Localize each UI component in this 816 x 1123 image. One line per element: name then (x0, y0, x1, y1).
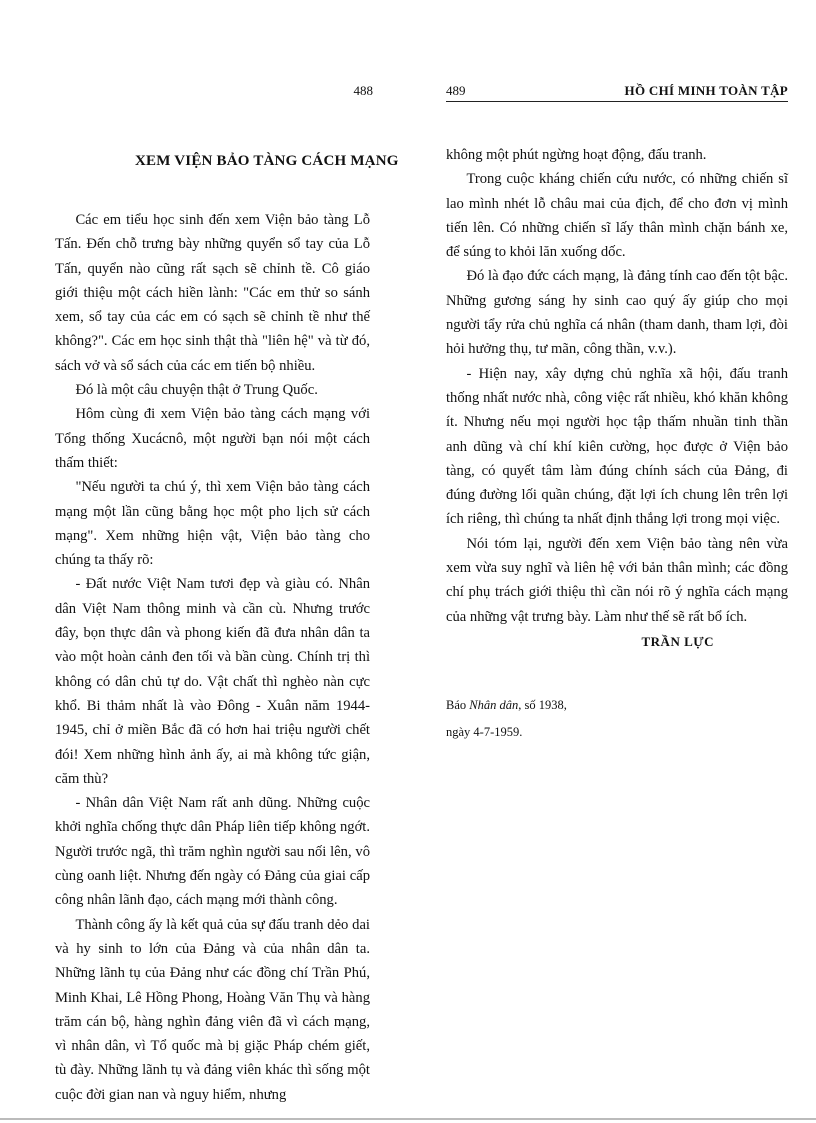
left-body-text (55, 208, 370, 1107)
source-date: ngày 4-7-1959. (446, 725, 523, 739)
paragraph: "Nếu người ta chú ý, thì xem Viện bảo tàng cách mạng một lần cũng bằng học một pho lịch sử cách mạng". Xem những hiện vật, Viện bảo tàng cho chúng ta thấy rõ: (55, 479, 370, 569)
paragraph: Đó là đạo đức cách mạng, là đảng tính cao đến tột bậc. Những gương sáng hy sinh cao quý ấy giúp cho mọi người tẩy rửa chủ nghĩa cá nhân (tham danh, tham lợi, đòi hỏi hưởng thụ, tư mãn, công thần, v.v.). (446, 268, 788, 358)
source-line: Báo Nhân dân, số 1938, (446, 698, 567, 712)
page-number-right: 489 (446, 83, 466, 98)
page-number-left: 488 (353, 83, 373, 98)
bottom-divider (0, 1118, 816, 1120)
paragraph: Đó là một câu chuyện thật ở Trung Quốc. (75, 382, 318, 399)
running-header (446, 83, 788, 102)
paragraph: - Đất nước Việt Nam tươi đẹp và giàu có. Nhân dân Việt Nam thông minh và cần cù. Nhưng trước đây, bọn thực dân và phong kiến đã đưa nhân dân ta vào một hoàn cảnh đen tối và bần cùng. Chính trị thì không có dân chủ tự do. Vật chất thì nghèo nàn cực khổ. Bi thảm nhất là vào Đông - Xuân năm 1944-1945, chỉ ở miền Bắc đã có hơn hai triệu người chết đói! Xem những hình ảnh ấy, ai mà không tức giận, căm thù? (55, 576, 370, 787)
running-head-title: HỒ CHÍ MINH TOÀN TẬP (624, 83, 788, 98)
continued-line: không một phút ngừng hoạt động, đấu tranh. (446, 147, 707, 163)
article-title: XEM VIỆN BẢO TÀNG CÁCH MẠNG (135, 153, 399, 169)
paragraph: Hôm cùng đi xem Viện bảo tàng cách mạng với Tổng thống Xucácnô, một người bạn nói một cách thấm thiết: (55, 406, 370, 471)
right-page (408, 0, 816, 1123)
source-note (446, 692, 567, 746)
paragraph: Thành công ấy là kết quả của sự đấu tranh dẻo dai và hy sinh to lớn của Đảng và của nhân dân ta. Những lãnh tụ của Đảng như các đồng chí Trần Phú, Minh Khai, Lê Hồng Phong, Hoàng Văn Thụ và hàng trăm cán bộ, hàng nghìn đảng viên đã vì cách mạng, vì nhân dân, vì Tổ quốc mà bị giặc Pháp chém giết, tù đày. Những lãnh tụ và đảng viên khác thì sống một cuộc đời gian nan và nguy hiểm, nhưng (55, 916, 370, 1103)
paragraph: - Hiện nay, xây dựng chủ nghĩa xã hội, đấu tranh thống nhất nước nhà, công việc rất nhiều, khó khăn không ít. Nhưng nếu mọi người học tập thấm nhuần tinh thần anh dũng và chí khí kiên cường, học được ở Viện bảo tàng, có quyết tâm làm đúng chính sách của Đảng, đi đúng đường lối quần chúng, đặt lợi ích chung lên trên lợi ích riêng, thì chúng ta nhất định thắng lợi trong mọi việc. (446, 365, 788, 528)
paragraph: Trong cuộc kháng chiến cứu nước, có những chiến sĩ lao mình nhét lỗ châu mai của địch, để cho đơn vị mình tiến lên. Có những chiến sĩ lấy thân mình chặn bánh xe, để súng to khỏi lăn xuống dốc. (446, 171, 788, 261)
paragraph: Nói tóm lại, người đến xem Viện bảo tàng nên vừa xem vừa suy nghĩ và liên hệ với bản thân mình; các đồng chí phụ trách giới thiệu thì cần nói rõ ý nghĩa cách mạng của những vật trưng bày. Làm như thế sẽ rất bổ ích. (446, 535, 788, 625)
paragraph: Các em tiểu học sinh đến xem Viện bảo tàng Lỗ Tấn. Đến chỗ trưng bày những quyển sổ tay của Lỗ Tấn, quyển nào cũng rất sạch sẽ chỉnh tề. Cô giáo giới thiệu một cách hiền lành: "Các em thử so sánh xem, sổ tay của các em có sạch sẽ chỉnh tề như thế không?". Các em học sinh thật thà "liên hệ" và từ đó, sách vở và sổ sách của các em tiến bộ nhiều. (55, 212, 370, 374)
newspaper-name: Nhân dân (469, 698, 519, 712)
right-body-text (446, 143, 788, 629)
author-signature: TRẦN LỰC (641, 634, 714, 649)
paragraph: - Nhân dân Việt Nam rất anh dũng. Những cuộc khởi nghĩa chống thực dân Pháp liên tiếp không ngớt. Người trước ngã, thì trăm nghìn người sau nối lên, vô cùng oanh liệt. Nhưng đến ngày có Đảng của giai cấp công nhân lãnh đạo, cách mạng mới thành công. (55, 795, 370, 909)
